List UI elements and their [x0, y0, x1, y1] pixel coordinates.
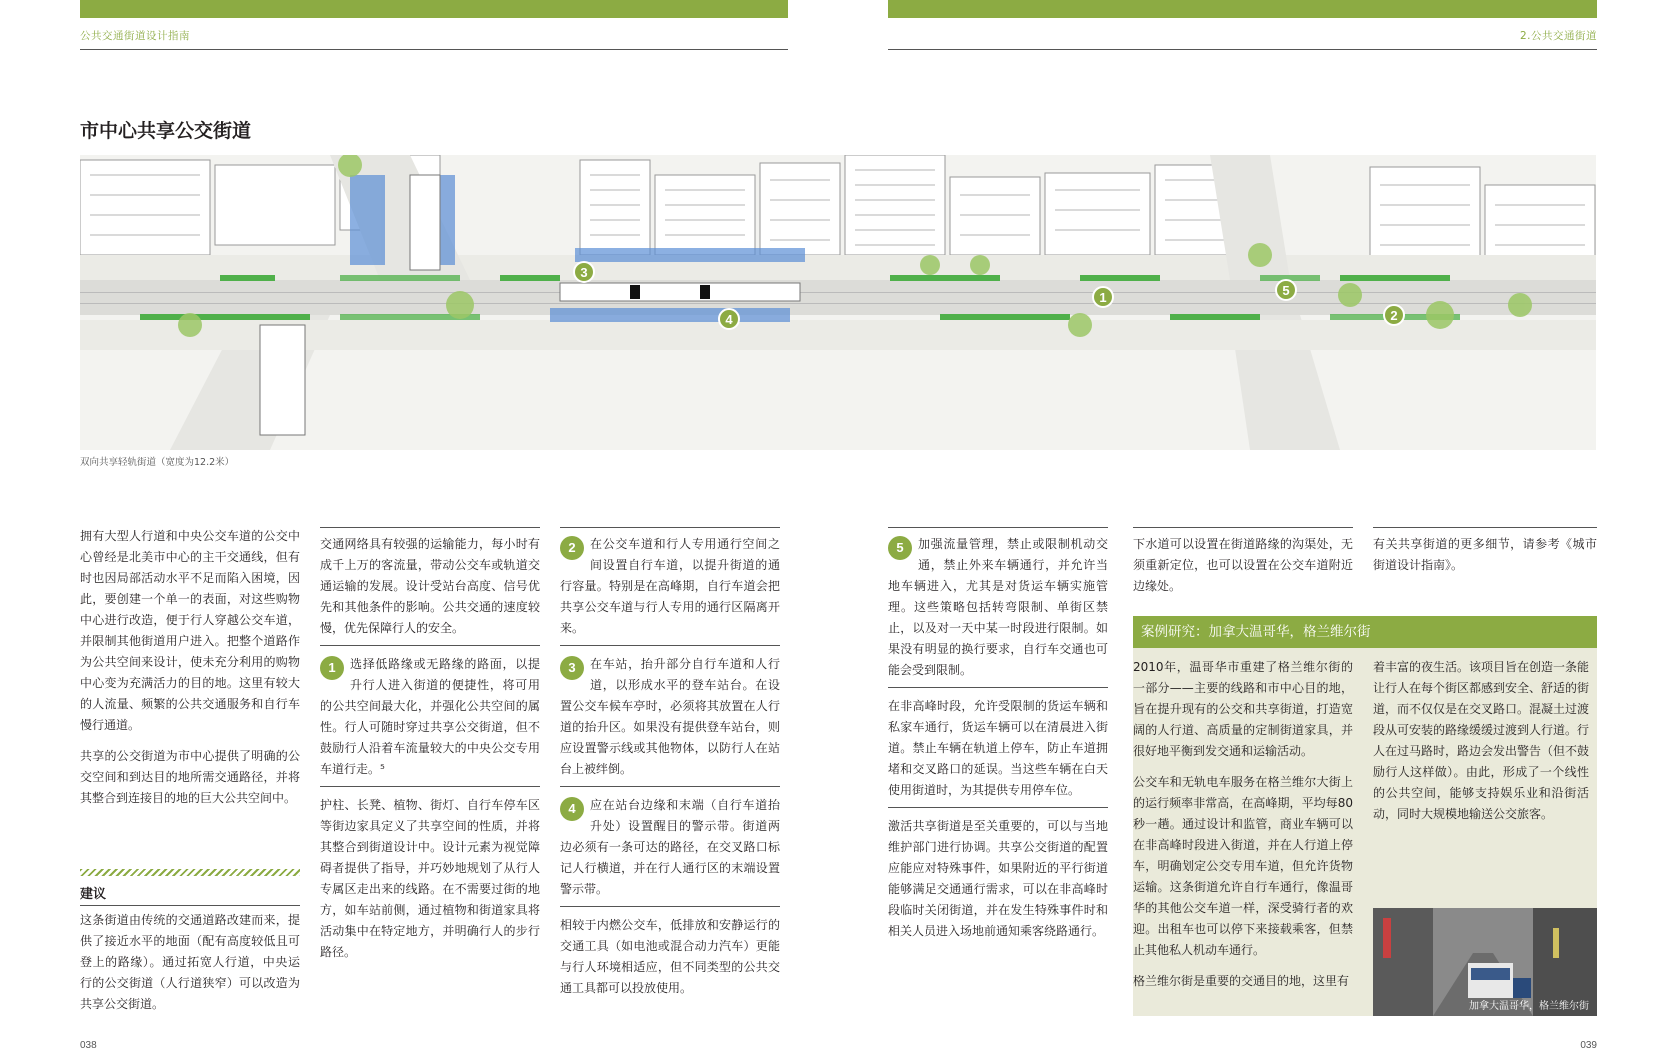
marker-5 — [1276, 280, 1296, 300]
item-4-text: 应在站台边缘和末端（自行车道抬升处）设置醒目的警示带。街道两边必须有一条可达的路径，在交叉路口标记人行横道，并在行人通行区的末端设置警示带。 — [560, 798, 780, 896]
col4-item-5 — [888, 534, 1108, 688]
recommendation-paragraph: 这条街道由传统的交通道路改建而来，提供了接近水平的地面（配有高度较低且可登上的路缘）。通过拓宽人行道，中央运行的公交街道（人行道狭窄）可以改造为共享公交街道。 — [80, 913, 300, 1011]
column-5 — [1133, 527, 1353, 607]
col1-paragraph-2: 共享的公交街道为市中心提供了明确的公交空间和到达目的地所需交通路径，并将其整合到连接目的地的巨大公共空间中。 — [80, 749, 300, 805]
figure-caption: 双向共享轻轨街道（宽度为12.2米） — [80, 457, 235, 468]
page-title: 市中心共享公交街道 — [80, 120, 252, 142]
column-4 — [888, 527, 1108, 956]
case-paragraph-2: 公交车和无轨电车服务在格兰维尔大街上的运行频率非常高，在高峰期，平均每80秒一趟。通过设计和监管，商业车辆可以在非高峰时段进入街道，并在人行道上停车，明确划定公交专用车道，但允许货物运输。这条街道允许自行车通行，像温哥华的其他公交车道一样，深受骑行者的欢迎。出租车也可以停下来接载乘客，但禁止其他私人机动车通行。 — [1133, 775, 1353, 957]
marker-1 — [1093, 287, 1113, 307]
col2-block-1 — [320, 534, 540, 646]
col2-paragraph-1: 交通网络具有较强的运输能力，每小时有成千上万的客流量，带动公交车或轨道交通运输的发展。设计受站台高度、信号优先和其他条件的影响。公共交通的速度较慢，优先保障行人的安全。 — [320, 537, 540, 635]
col2-block-3 — [320, 795, 540, 969]
street-illustration — [80, 155, 1596, 450]
col2-paragraph-3: 护柱、长凳、植物、街灯、自行车停车区等街边家具定义了共享空间的性质，并将其整合到街道设计中。设计元素为视觉障碍者提供了指导，并巧妙地规划了从行人专属区走出来的线路。在不需要过街的地方，如车站前侧，通过植物和街道家具将活动集中在特定地方，并明确行人的步行路径。 — [320, 798, 540, 959]
col4-block-2 — [888, 696, 1108, 808]
case-paragraph-1: 2010年，温哥华市重建了格兰维尔街的一部分——主要的线路和市中心目的地，旨在提升现有的公交和共享街道，打造宽阔的人行道、高质量的定制街道家具，并很好地平衡到发交通和运输活动。 — [1133, 660, 1353, 758]
photo-caption: 加拿大温哥华，格兰维尔街 — [1469, 1001, 1589, 1012]
column-3 — [560, 527, 780, 1013]
svg-text:4: 4 — [725, 312, 733, 327]
item-3-text: 在车站，抬升部分自行车道和人行道，以形成水平的登车站台。在设置公交车候车亭时，必须将其放置在人行道的抬升区。如果没有提供登车站台，则应设置警示线或其他物体，以防行人在站台上被绊倒。 — [560, 657, 780, 776]
col5-paragraph-1: 下水道可以设置在街道路缘的沟渠处，无须重新定位，也可以设置在公交车道附近边缘处。 — [1133, 537, 1353, 593]
col4-paragraph-2: 在非高峰时段，允许受限制的货运车辆和私家车通行，货运车辆可以在清晨进入街道。禁止车辆在轨道上停车，防止车道拥堵和交叉路口的延误。当这些车辆在白天使用街道时，为其提供专用停车位。 — [888, 699, 1108, 797]
col4-paragraph-3: 激活共享街道是至关重要的，可以与当地维护部门进行协调。共享公交街道的配置应能应对特殊事件，如果附近的平行街道能够满足交通通行需求，可以在非高峰时段临时关闭街道，并在发生特殊事件时和相关人员进入场地前通知乘客绕路通行。 — [888, 819, 1108, 938]
right-page-number: 039 — [1580, 1040, 1597, 1051]
col3-item-3 — [560, 654, 780, 787]
column-6 — [1373, 527, 1597, 586]
left-page-number: 038 — [80, 1040, 97, 1051]
marker-4 — [719, 309, 739, 329]
left-running-header: 公共交通街道设计指南 — [80, 30, 190, 42]
left-header-rule — [80, 49, 788, 50]
col3-block-5 — [560, 915, 780, 1005]
case-study-column-2 — [1373, 657, 1589, 835]
col3-item-4 — [560, 795, 780, 907]
recommendation-rule — [80, 905, 300, 906]
case-paragraph-3: 格兰维尔街是重要的交通目的地，这里有 — [1133, 974, 1350, 988]
number-badge-3: 3 — [560, 656, 584, 680]
column-2 — [320, 527, 540, 977]
col1-paragraph-1: 拥有大型人行道和中央公交车道的公交中心曾经是北美市中心的主干交通线，但有时也因局部活动水平不足而陷入困境，因此，要创建一个单一的表面，对这些购物中心进行改造，便于行人穿越公交车道，并限制其他街道用户进入。把整个道路作为公共空间来设计，使未充分利用的购物中心变为充满活力的目的地。这里有较大的人流量、频繁的公共交通服务和自行车慢行通道。 — [80, 529, 300, 732]
item-2-text: 在公交车道和行人专用通行空间之间设置自行车道，以提升街道的通行容量。特别是在高峰期，自行车道会把共享公交车道与行人专用的通行区隔离开来。 — [560, 537, 780, 635]
col3-item-2 — [560, 534, 780, 646]
svg-text:5: 5 — [1282, 283, 1290, 298]
granville-street-photo — [1373, 908, 1597, 1016]
recommendation-text — [80, 910, 300, 1025]
column-1 — [80, 526, 300, 819]
svg-text:2: 2 — [1390, 308, 1398, 323]
left-header-bar — [80, 0, 788, 18]
number-badge-5: 5 — [888, 536, 912, 560]
right-header-bar — [888, 0, 1597, 18]
svg-text:3: 3 — [580, 265, 588, 280]
right-header-rule — [888, 49, 1597, 50]
col2-item-1 — [320, 654, 540, 787]
marker-2 — [1384, 305, 1404, 325]
col4-block-3 — [888, 816, 1108, 948]
item-1-text: 选择低路缘或无路缘的路面，以提升行人进入街道的便捷性，将可用的公共空间最大化，并强化公共空间的属性。行人可随时穿过共享公交街道，但不鼓励行人沿着车流量较大的中央公交专用车道行走。⁵ — [320, 657, 540, 776]
col3-paragraph-5: 相较于内燃公交车，低排放和安静运行的交通工具（如电池或混合动力汽车）更能与行人环境相适应，但不同类型的公共交通工具都可以投放使用。 — [560, 918, 780, 995]
case-study-title: 案例研究：加拿大温哥华，格兰维尔街 — [1133, 616, 1597, 648]
number-badge-1: 1 — [320, 656, 344, 680]
recommendation-title: 建议 — [80, 887, 107, 902]
recommendation-hatch — [80, 869, 300, 876]
case-study-column-1 — [1133, 657, 1353, 1002]
item-5-text: 加强流量管理，禁止或限制机动交通，禁止外来车辆通行，并允许当地车辆进入，尤其是对货运车辆实施管理。这些策略包括转弯限制、单街区禁止，以及对一天中某一时段进行限制。如果没有明显的换行要求，自行车交通也可能会受到限制。 — [888, 537, 1108, 677]
marker-3 — [574, 262, 594, 282]
case-paragraph-4: 着丰富的夜生活。该项目旨在创造一条能让行人在每个街区都感到安全、舒适的街道，而不仅仅是在交叉路口。混凝土过渡段从可安装的路缘缓缓过渡到人行道。行人在过马路时，路边会发出警告（但不鼓励行人这样做）。由此，形成了一个线性的公共空间，能够支持娱乐业和沿街活动，同时大规模地输送公交旅客。 — [1373, 660, 1590, 821]
street-illustration-svg — [80, 155, 1596, 450]
svg-text:1: 1 — [1099, 290, 1107, 305]
number-badge-2: 2 — [560, 536, 584, 560]
col6-paragraph-1: 有关共享街道的更多细节，请参考《城市街道设计指南》。 — [1373, 537, 1597, 572]
number-badge-4: 4 — [560, 797, 584, 821]
right-running-header: 2.公共交通街道 — [1519, 30, 1597, 42]
